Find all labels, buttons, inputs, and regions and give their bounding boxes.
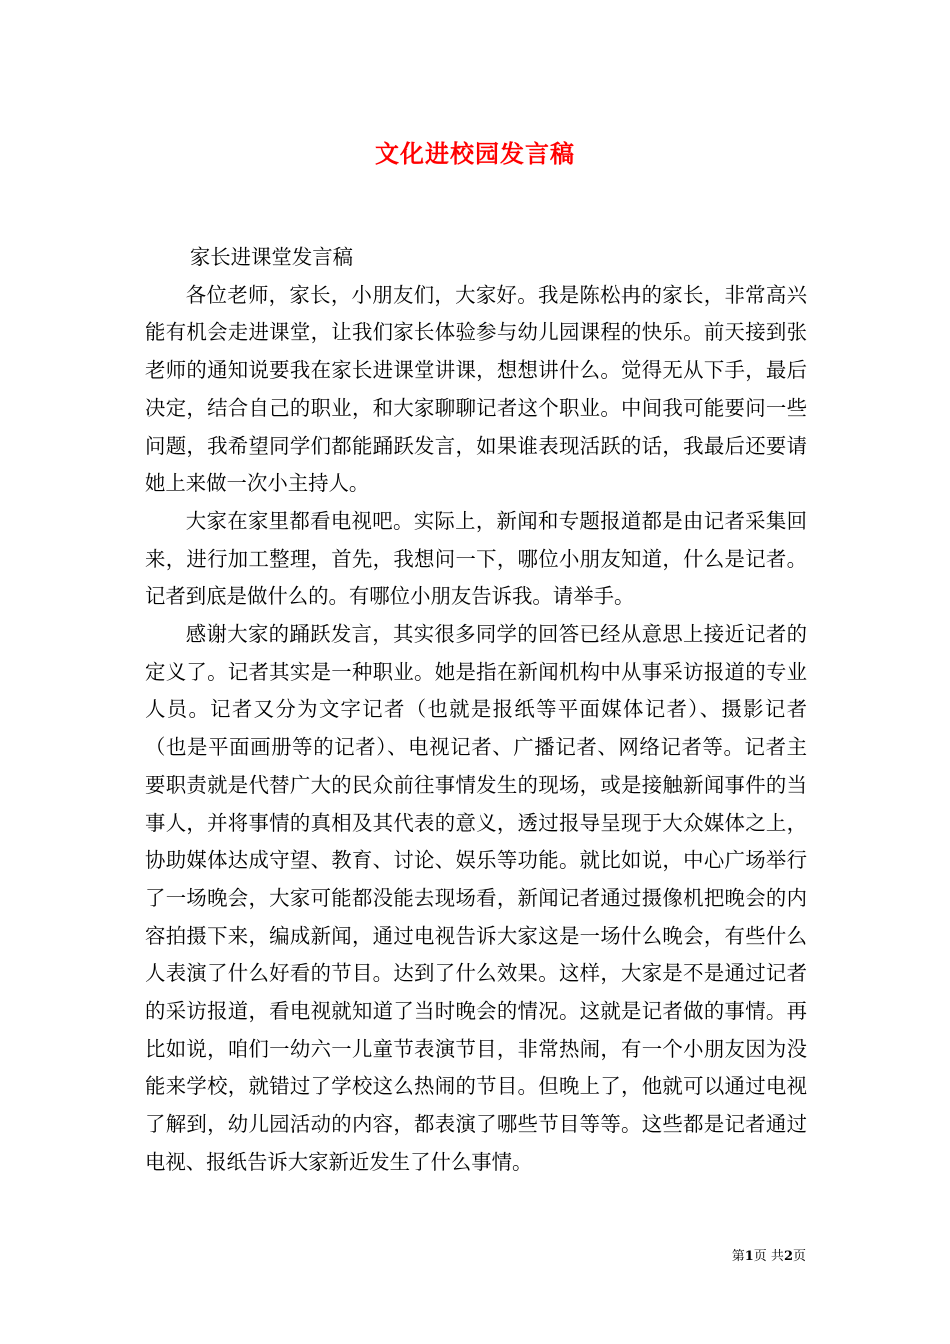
document-body bbox=[145, 239, 807, 1182]
footer-suffix: 页 bbox=[792, 1249, 806, 1264]
footer-middle: 页 共 bbox=[753, 1249, 784, 1264]
paragraph: 大家在家里都看电视吧。实际上，新闻和专题报道都是由记者采集回来，进行加工整理，首先，我想问一下，哪位小朋友知道，什么是记者。记者到底是做什么的。有哪位小朋友告诉我。请举手。 bbox=[145, 508, 807, 609]
paragraph-heading: 家长进课堂发言稿 bbox=[189, 245, 353, 269]
footer-prefix: 第 bbox=[731, 1249, 745, 1264]
page-number-footer bbox=[732, 1249, 806, 1265]
total-pages-number: 2 bbox=[783, 1249, 793, 1264]
document-title: 文化进校园发言稿 bbox=[375, 139, 575, 168]
paragraph: 感谢大家的踊跃发言，其实很多同学的回答已经从意思上接近记者的定义了。记者其实是一种职业。她是指在新闻机构中从事采访报道的专业人员。记者又分为文字记者（也就是报纸等平面媒体记者）、摄影记者（也是平面画册等的记者）、电视记者、广播记者、网络记者等。记者主要职责就是代替广大的民众前往事情发生的现场，或是接触新闻事件的当事人，并将事情的真相及其代表的意义，透过报导呈现于大众媒体之上，协助媒体达成守望、教育、讨论、娱乐等功能。就比如说，中心广场举行了一场晚会，大家可能都没能去现场看，新闻记者通过摄像机把晚会的内容拍摄下来，编成新闻，通过电视告诉大家这是一场什么晚会，有些什么人表演了什么好看的节目。达到了什么效果。这样，大家是不是通过记者的采访报道，看电视就知道了当时晚会的情况。这就是记者做的事情。再比如说，咱们一幼六一儿童节表演节目，非常热闹，有一个小朋友因为没能来学校，就错过了学校这么热闹的节目。但晚上了，他就可以通过电视了解到，幼儿园活动的内容，都表演了哪些节目等等。这些都是记者通过电视、报纸告诉大家新近发生了什么事情。 bbox=[145, 622, 807, 1174]
current-page-number: 1 bbox=[744, 1249, 754, 1264]
paragraph: 各位老师，家长，小朋友们，大家好。我是陈松冉的家长，非常高兴能有机会走进课堂，让我们家长体验参与幼儿园课程的快乐。前天接到张老师的通知说要我在家长进课堂讲课，想想讲什么。觉得无从下手，最后决定，结合自己的职业，和大家聊聊记者这个职业。中间我可能要问一些问题，我希望同学们都能踊跃发言，如果谁表现活跃的话，我最后还要请她上来做一次小主持人。 bbox=[145, 282, 807, 496]
